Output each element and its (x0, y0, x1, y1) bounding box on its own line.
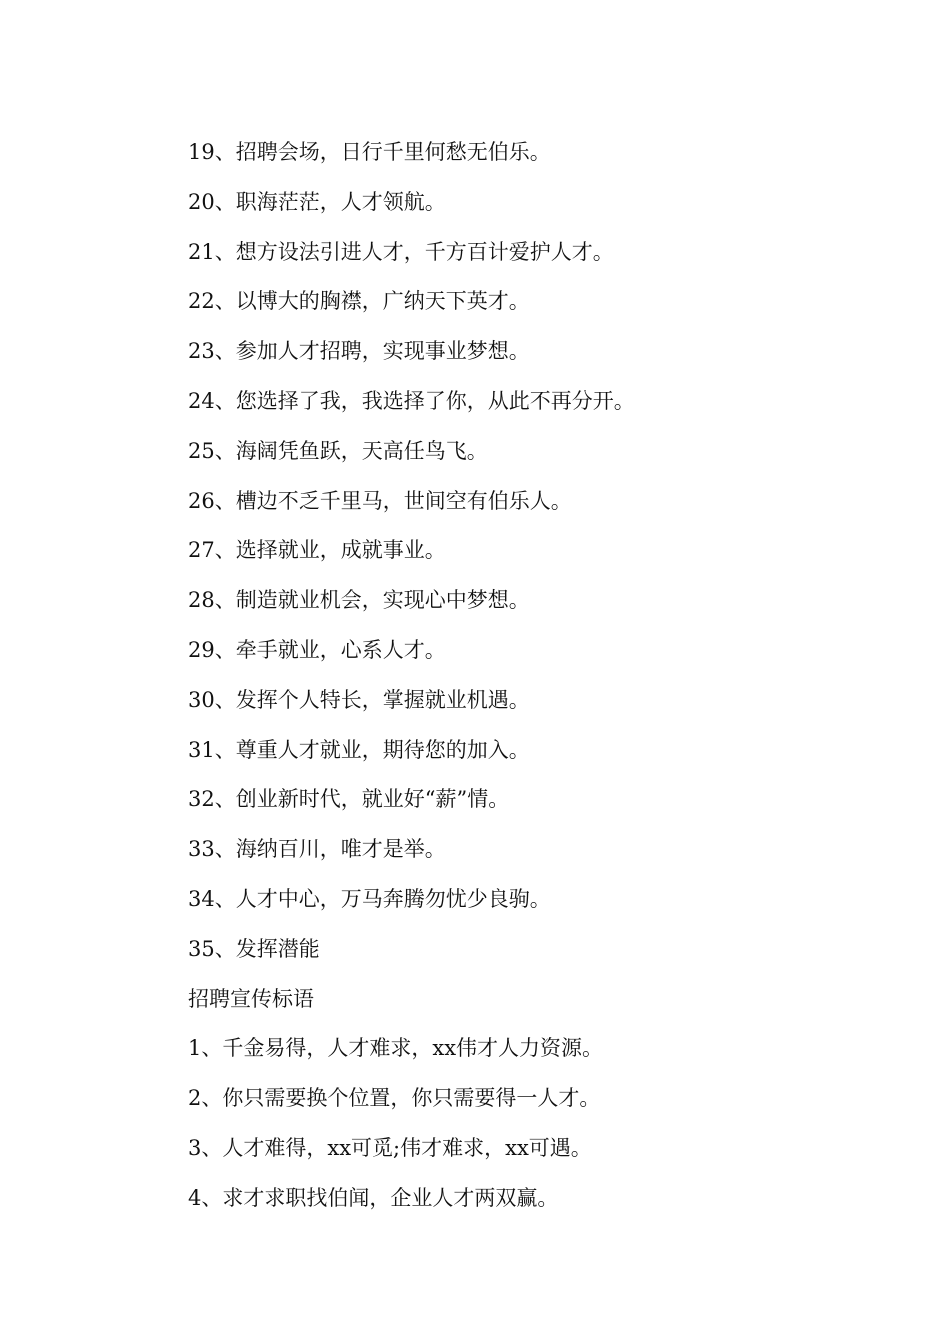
promo-line-4: 4、求才求职找伯闻，企业人才两双赢。 (188, 1185, 559, 1210)
slogan-line-24: 24、您选择了我，我选择了你，从此不再分开。 (188, 388, 635, 413)
slogan-list (188, 130, 888, 1226)
slogan-line-34: 34、人才中心，万马奔腾勿忧少良驹。 (188, 886, 551, 911)
slogan-line-28: 28、制造就业机会，实现心中梦想。 (188, 588, 530, 613)
promo-line-2: 2、你只需要换个位置，你只需要得一人才。 (188, 1086, 601, 1111)
slogan-line-31: 31、尊重人才就业，期待您的加入。 (188, 737, 530, 762)
slogan-line-29: 29、牵手就业，心系人才。 (188, 637, 446, 662)
slogan-line-33: 33、海纳百川，唯才是举。 (188, 837, 446, 862)
slogan-line-20: 20、职海茫茫，人才领航。 (188, 189, 446, 214)
slogan-line-26: 26、槽边不乏千里马，世间空有伯乐人。 (188, 488, 572, 513)
slogan-line-32: 32、创业新时代，就业好“薪”情。 (188, 787, 510, 812)
section-heading: 招聘宣传标语 (188, 986, 314, 1011)
slogan-line-25: 25、海阔凭鱼跃，天高任鸟飞。 (188, 438, 488, 463)
slogan-line-21: 21、想方设法引进人才，千方百计爱护人才。 (188, 239, 614, 264)
slogan-line-30: 30、发挥个人特长，掌握就业机遇。 (188, 687, 530, 712)
promo-line-3: 3、人才难得，xx可觅;伟才难求，xx可遇。 (188, 1135, 592, 1160)
slogan-line-19: 19、招聘会场，日行千里何愁无伯乐。 (188, 140, 551, 164)
slogan-line-27: 27、选择就业，成就事业。 (188, 538, 446, 563)
slogan-line-35: 35、发挥潜能 (188, 936, 320, 961)
slogan-line-23: 23、参加人才招聘，实现事业梦想。 (188, 339, 530, 364)
promo-line-1: 1、千金易得，人才难求，xx伟才人力资源。 (188, 1036, 604, 1061)
slogan-line-22: 22、以博大的胸襟，广纳天下英才。 (188, 289, 530, 314)
